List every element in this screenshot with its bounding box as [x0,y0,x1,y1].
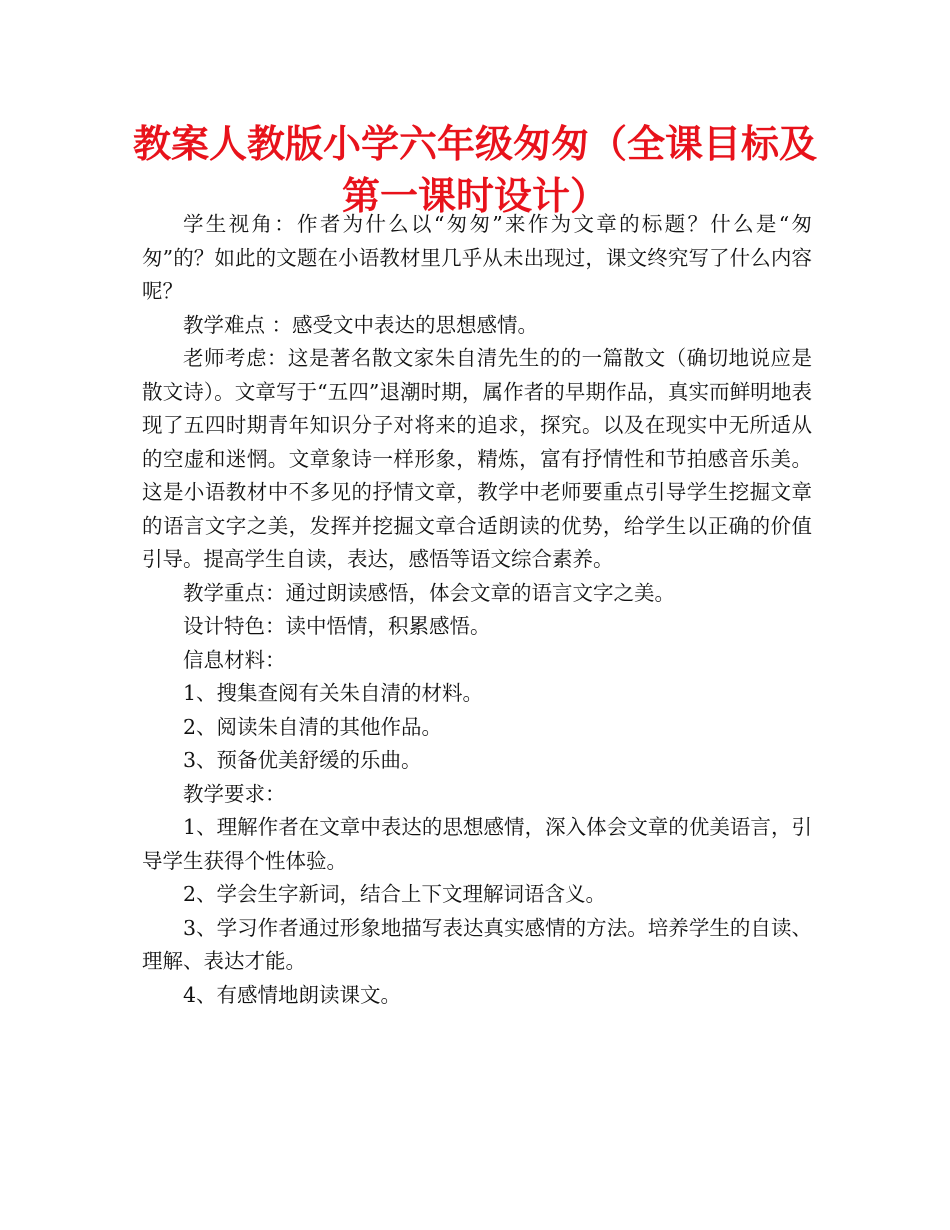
list-item-material-3: 3、预备优美舒缓的乐曲。 [183,748,422,772]
list-item-requirement-2: 2、学会生字新词，结合上下文理解词语含义。 [183,882,607,906]
paragraph-teaching-difficulty: 教学难点 ：感受文中表达的思想感情。 [183,312,539,337]
list-item-requirement-3: 3、学习作者通过形象地描写表达真实感情的方法。培养学生的自读、理解、表达才能。 [142,915,812,973]
list-item-material-1: 1、搜集查阅有关朱自清的材料。 [183,681,484,705]
list-item-requirement-1: 1、理解作者在文章中表达的思想感情，深入体会文章的优美语言，引导学生获得个性体验。 [142,815,812,873]
document-title: 教案人教版小学六年级匆匆（全课目标及第一课时设计） [132,122,817,218]
list-item-material-2: 2、阅读朱自清的其他作品。 [183,714,443,739]
paragraph-teacher-consideration: 老师考虑：这是著名散文家朱自清先生的的一篇散文（确切地说应是散文诗）。文章写于“五四”退潮时期，属作者的早期作品，真实而鲜明地表现了五四时期青年知识分子对将来的追求，探究。以及在现实中无所适从的空虚和迷惘。文章象诗一样形象，精炼，富有抒情性和节拍感音乐美。这是小语教材中不多见的抒情文章，教学中老师要重点引导学生挖掘文章的语言文字之美，发挥并挖掘文章合适朗读的优势，给学生以正确的价值引导。提高学生自读，表达，感悟等语文综合素养。 [142,346,812,571]
paragraph-teaching-focus: 教学重点：通过朗读感悟，体会文章的语言文字之美。 [183,580,675,605]
paragraph-student-perspective: 学生视角：作者为什么以“匆匆”来作为文章的标题？什么是“匆匆”的？如此的文题在小语教材里几乎从未出现过，课文终究写了什么内容呢？ [142,212,812,303]
paragraph-teaching-requirements-heading: 教学要求： [183,781,286,806]
paragraph-design-feature: 设计特色：读中悟情，积累感悟。 [183,614,491,638]
list-item-requirement-4: 4、有感情地朗读课文。 [183,982,402,1007]
document-body [142,208,812,1012]
paragraph-info-materials-heading: 信息材料： [183,647,286,672]
